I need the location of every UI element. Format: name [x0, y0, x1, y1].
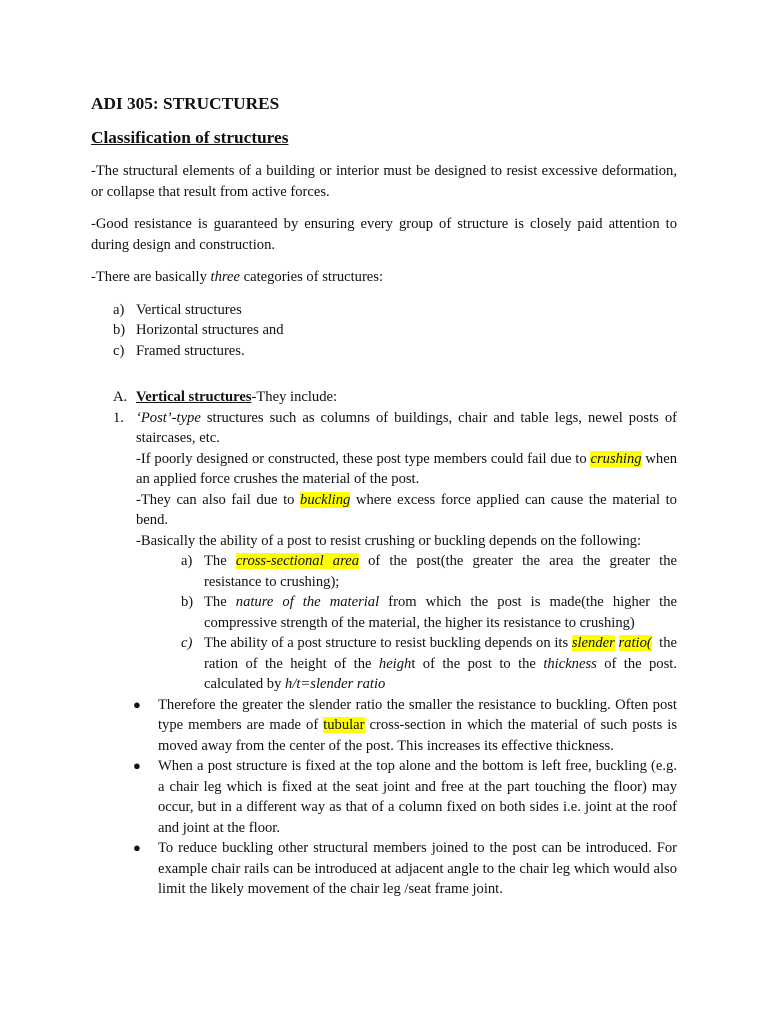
section-a — [91, 387, 677, 551]
section-a-heading: A. Vertical structures-They include: — [113, 389, 338, 405]
list-item: ● To reduce buckling other structural members joined to the post can be introduced. For example chair rails can be introduced at adjacent angle to the chair leg which would also limit the likely movement of the chair leg /seat frame joint. — [133, 840, 677, 897]
highlight-slender: slender — [571, 635, 615, 651]
vertical-structures-heading: Vertical structures — [136, 389, 252, 405]
categories-list — [91, 300, 677, 362]
bullet-icon: ● — [133, 696, 141, 712]
highlight-ratio: ratio( — [618, 635, 652, 651]
bullet-icon: ● — [133, 758, 141, 773]
highlight-buckling: buckling — [300, 491, 351, 508]
factor-slender-ratio: c) The ability of a post structure to resist buckling depends on its slender ratio( the ration of the height of the height of the post to the thickness of the post. calculated by h/t=slender ratio — [181, 635, 681, 692]
highlight-tubular: tubular — [323, 717, 365, 733]
document-body — [91, 92, 681, 900]
section-title: Classification of structures — [91, 128, 289, 147]
list-item: a) Vertical structures — [113, 301, 242, 318]
highlight-cross-sectional-area: cross-sectional area — [235, 553, 359, 569]
intro-paragraph-2: -Good resistance is guaranteed by ensuring every group of structure is closely paid attention to during design and construction. — [91, 216, 677, 253]
factor-cross-section: a) The cross-sectional area of the post(the greater the area the greater the resistance to crushing); — [181, 553, 677, 590]
intro-paragraph-3: -There are basically three categories of structures: — [91, 269, 384, 285]
list-item: ● When a post structure is fixed at the top alone and the bottom is left free, buckling (e.g. a chair leg which is fixed at the seat joint and free at the part touching the floor) may occur, but in a different way as that of a column fixed on both sides i.e. joint at the roof and joint at the floor. — [133, 758, 677, 836]
bullet-list — [91, 695, 677, 900]
intro-paragraph-1: -The structural elements of a building or interior must be designed to resist excessive deformation, or collapse that result from active forces. — [91, 163, 677, 200]
emphasis-three: three — [210, 269, 240, 285]
crushing-paragraph: -If poorly designed or constructed, these post type members could fail due to crushing when an applied force crushes the material of the post. — [136, 450, 677, 487]
list-item: b) Horizontal structures and — [113, 322, 284, 338]
slender-ratio-formula: h/t=slender ratio — [285, 676, 386, 692]
post-type-item: 1. ‘Post’-type structures such as columns of buildings, chair and table legs, newel posts of staircases, etc. — [113, 409, 677, 446]
factor-material: b) The nature of the material from which the post is made(the higher the compressive strength of the material, the higher its resistance to crushing) — [181, 594, 678, 631]
factors-list — [91, 551, 681, 695]
list-item: ● Therefore the greater the slender ratio the smaller the resistance to buckling. Often post type members are made of tubular cross-section in which the material of such posts is moved away from the center of the post. This increases its effective thickness. — [133, 696, 678, 754]
list-item: c) Framed structures. — [113, 342, 245, 359]
bullet-icon: ● — [133, 840, 141, 855]
course-title: ADI 305: STRUCTURES — [91, 94, 280, 113]
basically-paragraph: -Basically the ability of a post to resist crushing or buckling depends on the following: — [136, 532, 642, 549]
highlight-crushing: crushing — [590, 450, 642, 467]
buckling-paragraph: -They can also fail due to buckling where excess force applied can cause the material to bend. — [136, 491, 677, 528]
